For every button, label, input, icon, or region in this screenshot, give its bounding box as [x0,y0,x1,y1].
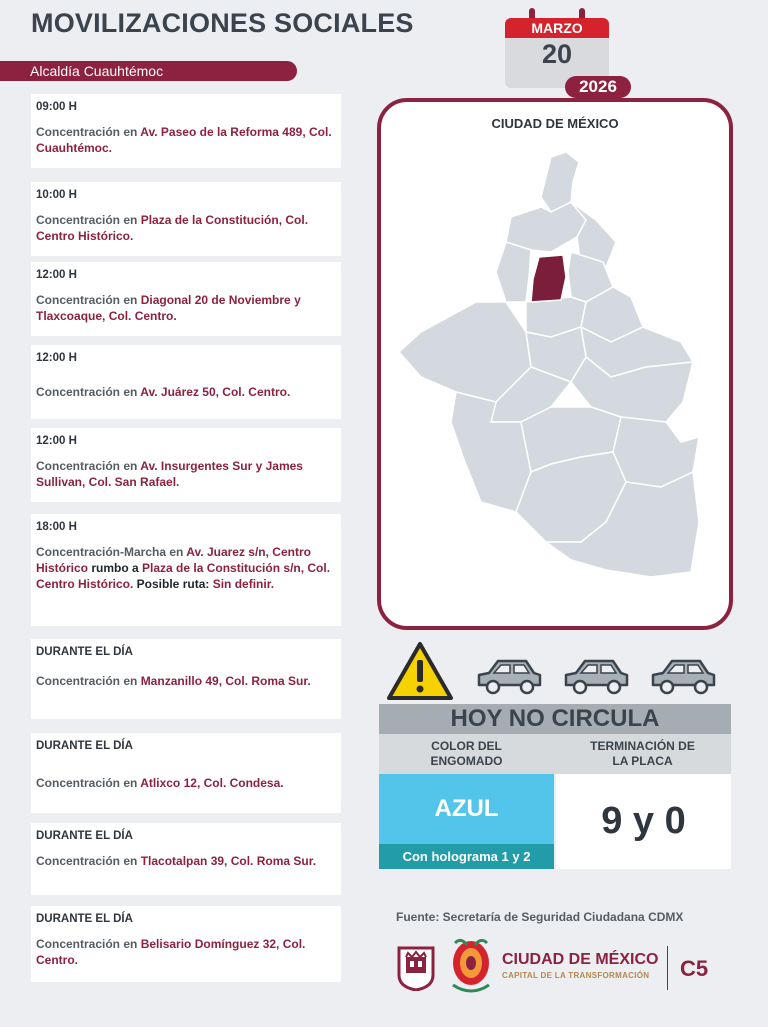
event-location: Av. Paseo de la Reforma 489, Col. Cuauhtémoc. [36,125,332,155]
event-type: Concentración [36,125,121,139]
event-item [31,428,341,502]
engomado-color-value: AZUL [379,774,554,844]
event-connector: en [120,674,141,688]
map-region [496,242,531,302]
event-description [36,212,336,244]
event-time: 12:00 H [36,269,77,281]
event-description [36,124,336,156]
event-description [36,853,336,869]
map-region [506,202,586,252]
event-type: Concentración-Marcha [36,545,167,559]
event-location: Atlixco 12, Col. Condesa. [140,776,284,790]
event-connector: en [120,854,141,868]
event-connector: en [120,459,141,473]
color-engomado-header: COLOR DEL ENGOMADO [379,734,554,774]
event-item [31,906,341,982]
event-connector: en [166,545,187,559]
brand-name: CIUDAD DE MÉXICO [502,951,659,968]
event-time: 09:00 H [36,101,77,113]
event-description [36,936,336,968]
event-item [31,733,341,813]
event-description [36,458,336,490]
event-type: Concentración [36,385,121,399]
hoy-no-circula-title: HOY NO CIRCULA [379,704,731,734]
cdmx-map [381,102,729,626]
placa-value: 9 y 0 [556,774,731,869]
event-route: Sin definir. [212,577,275,591]
calendar-day: 20 [505,38,609,88]
warning-icon [385,640,455,702]
event-location: Tlacotalpan 39, Col. Roma Sur. [140,854,317,868]
event-item [31,823,341,895]
page-title: MOVILIZACIONES SOCIALES [31,8,414,38]
event-item [31,262,341,336]
event-connector: en [120,937,141,951]
event-location: Diagonal 20 de Noviembre y Tlaxcoaque, Col. Centro. [36,293,301,323]
event-connector: rumbo a [88,561,143,575]
brand-tagline: CAPITAL DE LA TRANSFORMACIÓN [502,971,650,980]
event-connector: en [120,776,141,790]
event-connector: en [120,125,141,139]
event-type: Concentración [36,854,121,868]
event-item [31,182,341,256]
event-type: Concentración [36,293,121,307]
event-time: DURANTE EL DÍA [36,913,133,925]
event-location: Manzanillo 49, Col. Roma Sur. [140,674,311,688]
hologram-note: Con holograma 1 y 2 [379,844,554,869]
event-location: Belisario Domínguez 32, Col. Centro. [36,937,306,967]
event-type: Concentración [36,776,121,790]
event-time: DURANTE EL DÍA [36,646,133,658]
cdmx-seal-logo [396,945,436,991]
car-icon [648,655,718,697]
terminacion-placa-header: TERMINACIÓN DE LA PLACA [554,734,731,774]
map-panel [377,98,733,630]
event-location: Av. Juarez s/n, Centro Histórico [36,545,311,575]
event-time: 18:00 H [36,521,77,533]
car-icon [474,655,544,697]
event-type: Concentración [36,213,121,227]
event-type: Concentración [36,937,121,951]
event-description [36,775,336,791]
event-time: 12:00 H [36,352,77,364]
event-item [31,639,341,719]
event-time: 12:00 H [36,435,77,447]
event-description [36,384,336,400]
event-time: DURANTE EL DÍA [36,830,133,842]
map-title: CIUDAD DE MÉXICO [491,116,619,131]
event-time: 10:00 H [36,189,77,201]
event-item [31,514,341,626]
event-location: Av. Juárez 50, Col. Centro. [140,385,291,399]
event-item [31,345,341,419]
car-icon [561,655,631,697]
cdmx-flower-logo [447,935,495,997]
alcaldia-banner: Alcaldía Cuauhtémoc [0,61,297,81]
footer-divider [667,946,668,990]
event-route-label: Posible ruta: [133,577,213,591]
event-description [36,673,336,689]
calendar-year: 2026 [565,76,631,98]
event-description [36,292,336,324]
calendar-month: MARZO [505,18,609,38]
event-time: DURANTE EL DÍA [36,740,133,752]
source-note: Fuente: Secretaría de Seguridad Ciudadana CDMX [396,910,684,924]
event-item [31,94,341,168]
event-connector: en [120,213,141,227]
cuauhtemoc-highlight [531,255,566,302]
event-location: Plaza de la Constitución s/n, Col. Centro Histórico. [36,561,331,591]
date-calendar [505,8,630,94]
event-description [36,544,336,592]
event-connector: en [120,293,141,307]
event-type: Concentración [36,459,121,473]
event-connector: en [120,385,141,399]
c5-logo: C5 [680,956,709,981]
event-location: Av. Insurgentes Sur y James Sullivan, Col. San Rafael. [36,459,303,489]
event-type: Concentración [36,674,121,688]
event-location: Plaza de la Constitución, Col. Centro Histórico. [36,213,309,243]
